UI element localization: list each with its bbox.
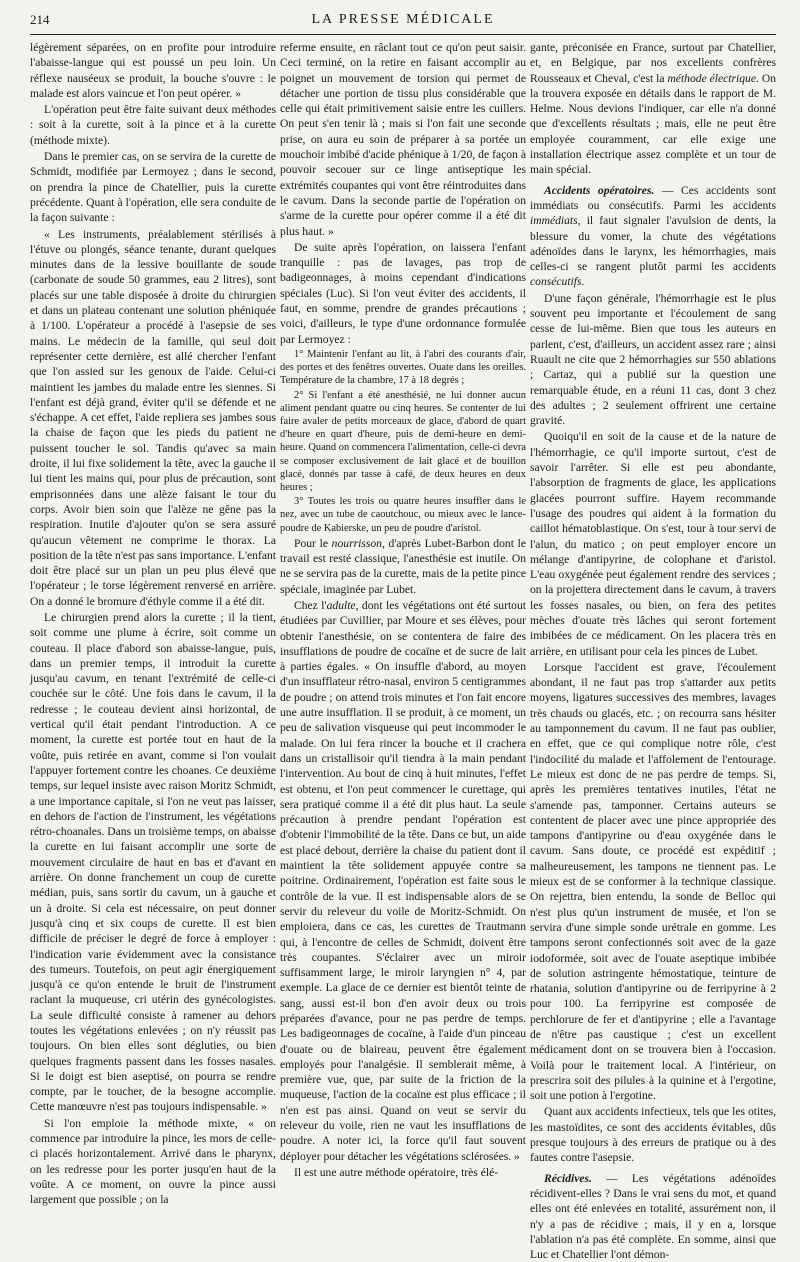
paragraph: Le chirurgien prend alors la curette ; il la tient, soit comme une plume à écrire, soit comme un couteau. Il place d'abord son abaisse-langue, puis, dans un premier temps, il introduit la curette jusqu'au cavum, en tenant l'extrémité de celle-ci couchée sur le côté. Une fois dans le cavum, il la redresse ; le couteau devient ainsi horizontal, de vertical qu'il était pendant l'introduction. A ce moment, la curette est portée tout en haut de la voûte, puis retirée en avant, comme si l'on voulait l'appuyer fortement contre les choanes. Ce deuxième temps, sur lequel insiste avec raison Moritz Schmidt, a une importance capitale, si l'on ne veut pas laisser, en dehors de l'action de l'instrument, les végétations rétro-choanales. Dans un troisième temps, on abaisse la curette en lui faisant accomplir une sorte de mouvement circulaire de haut en bas et d'avant en arrière. On donne franchement un coup de curette médian, puis, sans sortir du cavum, un à gauche et un à droite. Si cela est nécessaire, on peut donner jusqu'à cinq et six coups de curette. Il est bien difficile de préciser le degré de force à employer : l'indication varie évidemment avec la consistance des tumeurs. Toutefois, on peut agir énergiquement jusqu'à ce qu'on entende le bruit de l'instrument raclant la muqueuse, cri utérin des gynécologistes. La seule difficulté consiste à ramener au dehors toutes les végétations enlevées ; on n'y réussit pas toujours. On bien elles sont dégluties, ou bien quelques fragments passent dans les fosses nasales. Si le doigt est bien aseptisé, on pourra se rendre compte, par le toucher, de la besogne accomplie. Cette manœuvre n'est pas toujours indispensable. » [30, 610, 276, 1114]
section-recidives [530, 1171, 776, 1262]
paragraph [280, 536, 526, 597]
prescription-item: 1° Maintenir l'enfant au lit, à l'abri des courants d'air, des portes et des fenêtres ouvertes. Ouate dans les oreilles. Température de la chambre, 17 à 18 degrés ; [280, 348, 526, 387]
emphasis: adulte [326, 598, 356, 612]
prescription-item: 3° Toutes les trois ou quatre heures insuffler dans le nez, avec un tube de caoutchouc, ou mieux avec le lance-poudre de Kabierske, un peu de poudre d'aristol. [280, 496, 526, 534]
paragraph: Si l'on emploie la méthode mixte, « on commence par introduire la pince, les mors de celle-ci placés horizontalement. Arrivé dans le pharynx, on les redresse pour les porter jusqu'en haut de la voûte. A ce moment, on ouvre la pince aussi largement que possible ; on la [30, 1116, 276, 1207]
paragraph: Dans le premier cas, on se servira de la curette de Schmidt, modifiée par Lermoyez ; dans le second, on prendra la pince de Chatellier, puis la curette précédente. Quant à l'opération, elle sera conduite de la façon suivante : [30, 150, 276, 225]
paragraph [280, 598, 526, 1164]
text-run: — Ces accidents sont immédiats ou consécutifs. Parmi les accidents [530, 183, 776, 212]
emphasis: méthode électrique [667, 71, 756, 85]
text-run: , dont les végétations ont été surtout étudiées par Cuvillier, par Moure et ses élèves, pour obtenir l'anesthésie, on se contentera de faire des insufflations de poudre de cocaïne et de sucre de lait à parties égales. « On insuffle d'abord, au moyen d'un insufflateur rétro-nasal, environ 5 centigrammes de poudre ; on attend trois minutes et l'on fait encore une autre insufflation. Il se produit, à ce moment, un peu de salivation visqueuse qui peut incommoder le malade. On lui fera rincer la bouche et il crachera dans un cristallisoir qu'il tiendra à la main pendant l'intervention. Au bout de cinq à huit minutes, l'effet est obtenu, et l'on peut commencer le curettage, qui sera pratiqué comme il a été dit plus haut. La seule précaution à prendre pendant l'opération est d'obtenir l'immobilité de la tête. Dans ce but, un aide est placé debout, derrière la chaise du patient dont il maintient la tête solidement appuyée contre sa poitrine. Ordinairement, l'opération est faite sous le contrôle de la vue. Il est indispensable alors de se servir du releveur du voile de Moritz-Schmidt. On emploiera, dans ce cas, les curettes de Trautmann qui, à l'encontre de celles de Schmidt, doivent être très coupantes. S'éclairer avec un miroir suffisamment large, le miroir laryngien n° 4, par exemple. La glace de ce dernier est bientôt teinte de sang, aussi est-il bon d'en avoir deux ou trois préparées d'avance, pour ne pas perdre de temps. Les badigeonnages de cocaïne, à l'aide d'un pinceau d'ouate ou de blaireau, peuvent être également employés pour l'analgésie. Il semblerait même, à première vue, que, par suite de la friction de la muqueuse, l'action de la cocaïne est plus efficace ; il n'en est pas ainsi. Quand on veut se servir du releveur du voile, rien ne vaut les insufflations de poudre. A noter ici, la force qu'il faut souvent déployer pour détacher les végétations sclérosées. » [280, 598, 526, 1163]
text-run: . On la trouvera exposée en détails dans le rapport de M. Helme. Nous devions l'indiquer, car elle n'a donné que d'excellents résultats ; mais, elle ne peut être employée couramment, car elle exige une installation électrique assez complète et un tour de main spécial. [530, 71, 776, 177]
paragraph: referme ensuite, en râclant tout ce qu'on peut saisir. Ceci terminé, on la retire en faisant accomplir au poignet un mouvement de torsion qui permet de détacher une portion de tissu plus considérable que celle qui était primitivement saisie entre les cuillers. On peut s'en tenir là ; mais si l'on fait une seconde prise, on aura eu soin de préparer à sa portée un mouchoir imbibé d'acide phénique à 1/20, de façon à pouvoir secouer sur ce linge antiseptique les extrémités coupantes qui vont être réintroduites dans le cavum. Dans la seconde partie de l'opération on s'arme de la curette pour opérer comme il a été dit plus haut. » [280, 41, 526, 238]
column-left [30, 40, 276, 1207]
text-run: . [581, 275, 585, 289]
paragraph: Lorsque l'accident est grave, l'écoulement abondant, il ne faut pas trop s'attarder aux petits moyens, ligatures successives des membres, lavages très chauds ou glacés, etc. ; on recourra sans hésiter au tamponnement du cavum. Il ne faut pas oublier, en effet, que ce qui complique notre rôle, c'est l'indocilité du malade et l'affolement de l'entourage. Le mieux est donc de ne pas perdre de temps. Si, après les premières tentatives inutiles, l'état ne s'amende pas, tamponner. Certains auteurs se contentent de placer avec une pince appropriée des tampons d'antipyrine ou d'eau oxygénée dans le cavum. Sans doute, ce procédé est expéditif ; malheureusement, les tampons ne tiennent pas. Le mieux est de se conformer à la technique classique. On rejettra, bien entendu, la sonde de Belloc qui n'est plus qu'un instrument de musée, et l'on se servira d'une simple sonde urétrale en gomme. Les tampons seront confectionnés soit avec de la gaze iodoformée, soit avec de l'ouate aseptique imbibée de solution astringente hémostatique, teinture de rhatania, solution d'antipyrine ou de ferripyrine à 2 pour 100. La ferripyrine est composée de perchlorure de fer et d'antipyrine ; elle a l'avantage de n'être pas caustique ; c'est un excellent médicament dont on se trouvera bien à l'occasion. Voilà pour le traitement local. A l'intérieur, on prescrira soit des pilules à la quinine et à l'ergotine, soit une potion à l'ergotine. [530, 660, 776, 1103]
text-run: , d'après Lubet-Barbon dont le travail est resté classique, l'anesthésie est inutile. On ne se servira pas de la curette, mais de la petite pince spéciale, imaginée par Lubet. [280, 536, 526, 596]
emphasis: immédiats [530, 214, 578, 228]
paragraph: Quoiqu'il en soit de la cause et de la nature de l'hémorrhagie, ce qu'il importe surtout, c'est de savoir l'arrêter. Si elle est peu abondante, l'absorption de fragments de glace, les applications glacées pourront suffire. Hayem recommande l'usage des poudres qui aident à la formation du caillot hématoblastique. On s'est, tour à tour servi de l'alun, du matico ; on peut employer encore un mélange d'antipyrine, de colophane et d'aristol. L'eau oxygénée peut également rendre des services ; on la projettera directement dans le cavum, à travers les fosses nasales, ou bien, on fera des petites mèches d'ouate très lâches qui seront fortement imbibées de ce médicament. On les placera très en arrière, en utilisant pour cela les pinces de Lubet. [530, 430, 776, 658]
emphasis: nourrisson [331, 536, 382, 550]
journal-title: LA PRESSE MÉDICALE [311, 12, 495, 27]
page-number: 214 [30, 12, 50, 27]
paragraph: De suite après l'opération, on laissera l'enfant tranquille : pas de lavages, pas trop de badigeonnages, à moins cependant d'indications spéciales (Luc). Si l'on veut éviter des accidents, il faut, en somme, prendre de grandes précautions ; voici, d'ailleurs, le type d'une ordonnance formulée par Lermoyez : [280, 240, 526, 346]
column-right [530, 40, 776, 1262]
text-columns [30, 40, 776, 1262]
text-run: , il faut signaler l'avulsion de dents, la blessure du vomer, la chute des végétations adénoïdes dans le larynx, les hémorrhagies, mais celles-ci se rangent plutôt parmi les accidents [530, 214, 776, 274]
text-run: gante, préconisée en France, surtout par Chatellier, et, en Belgique, par nos excellents confrères Rousseaux et Cheval, c'est la [530, 41, 776, 85]
paragraph: Quant aux accidents infectieux, tels que les otites, les mastoïdites, ce sont des accidents évitables, dûs presque toujours à des erreurs de pratique ou à des fautes contre l'asepsie. [530, 1105, 776, 1165]
paragraph: « Les instruments, préalablement stérilisés à l'étuve ou plongés, séance tenante, durant quelques minutes dans de la lessive bouillante de soude (carbonate de soude 50 grammes, eau 2 litres), sont placés sur une table disposée à droite du chirurgien et dans un plateau contenant une solution phéniquée à 1/100. L'opérateur a procédé à l'asepsie de ses mains. Le médecin de la famille, qui seul doit représenter cette dernière, est allé chercher l'enfant que l'on assied sur les genoux de l'aide. Celui-ci maintient les jambes du malade entre les siennes. Si l'enfant est déjà grand, éviter qu'il se défende et ne s'échappe. A cet effet, l'aide repliera ses jambes sous la chaise de façon que les pieds du patient ne puissent toucher le sol. Tandis qu'avec sa main droite, il lui fixe solidement la tête, avec la gauche il lui tient les mains qui, pour plus de précaution, sont emprisonnées dans une alèze faisant le tour du corps. Avoir bien soin que l'alèze ne gêne pas la respiration. Inutile d'ajouter qu'on se sera assuré qu'aucun vêtement ne comprime le thorax. La position de la tête n'est pas sans importance. L'enfant doit être placé sur un plan un peu plus élevé que l'opérateur ; le torse légèrement renversé en arrière. On a donné le bromure d'éthyle comme il a été dit. [30, 227, 276, 608]
column-middle [280, 40, 526, 1179]
paragraph: Il est une autre méthode opératoire, très élé- [294, 1165, 499, 1179]
paragraph [530, 40, 776, 178]
paragraph: D'une façon générale, l'hémorrhagie est le plus souvent peu importante et l'écoulement de sang cesse de lui-même. Bien que tous les auteurs en parlent, c'est, d'ailleurs, un accident assez rare ; ainsi Ruault ne cite que 2 hémorrhagies sur 550 ablations ; Cartaz, qui a publié sur la question une remarquable étude, en a réuni 11 cas, dont 3 chez des adultes ; 2 seulement offrirent une certaine gravité. [530, 291, 776, 428]
text-run: Pour le [294, 536, 332, 550]
emphasis: consécutifs [530, 275, 582, 289]
prescription-item: 2° Si l'enfant a été anesthésié, ne lui donner aucun aliment pendant quatre ou cinq heures. Se contenter de lui faire avaler de petits morceaux de glace, d'abord de quart d'heure en quart d'heure, puis de demi-heure en demi-heure. Quand on commencera l'alimentation, celle-ci devra se composer exclusivement de lait glacé et de bouillon glacé, donnés par tasse à café, de deux heures en deux heures ; [280, 389, 526, 493]
paragraph: L'opération peut être faite suivant deux méthodes : soit à la curette, soit à la pince et à la curette (méthode mixte). [30, 103, 276, 147]
paragraph: légèrement séparées, on en profite pour introduire l'abaisse-langue qui est poussé un peu loin. Un réflexe nauséeux se produit, la bouche s'ouvre : le malade est alors vaincue et l'on peut opérer. » [30, 41, 276, 100]
page-header [30, 12, 776, 35]
section-accidents [530, 183, 776, 290]
section-heading: Récidives. [544, 1171, 592, 1185]
text-run: Chez l' [294, 598, 327, 612]
text-run: — Les végétations adénoïdes récidivent-elles ? Dans le vrai sens du mot, et quand elles ont été enlevées en totalité, assurément non, il n'y a pas de récidive ; mais, il y en a, lorsque l'ablation n'a pas été complète. En somme, ainsi que Luc et Chatellier l'ont démon- [530, 1171, 776, 1262]
section-heading: Accidents opératoires. [544, 183, 655, 197]
